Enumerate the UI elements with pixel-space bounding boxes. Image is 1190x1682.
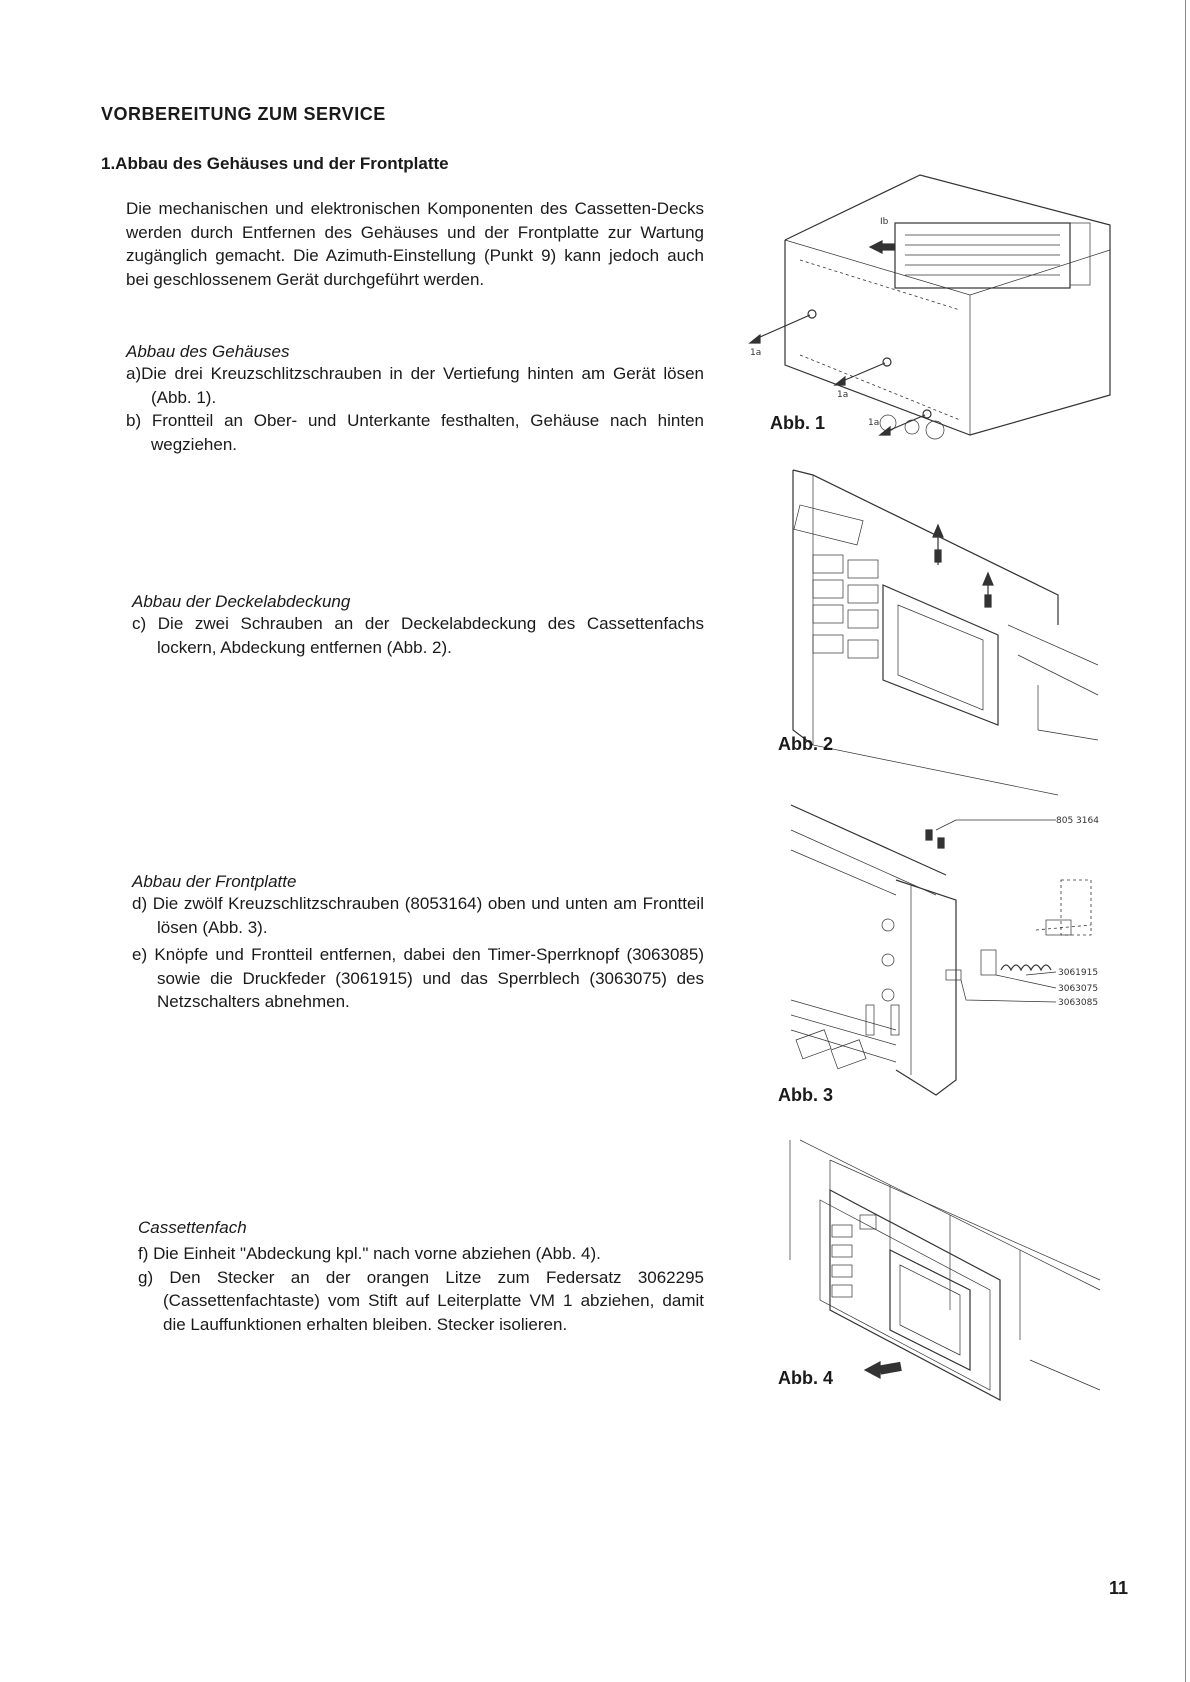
figure-abb2 (788, 465, 1098, 795)
section-frontplatte-title: Abbau der Frontplatte (132, 872, 297, 891)
list-item: f) Die Einheit "Abdeckung kpl." nach vorne abziehen (Abb. 4). (138, 1244, 601, 1263)
intro-paragraph: Die mechanischen und elektronischen Komponenten des Cassetten-Decks werden durch Entfernen des Gehäuses und der Frontplatte zur Wartung zugänglich gemacht. Die Azimuth-Einstellung (Punkt 9) kann jedoch auch bei geschlossenem Gerät durchgeführt werden. (126, 199, 704, 289)
part-number-label: 805 3164 (1056, 816, 1099, 826)
section-cassettenfach-title: Cassettenfach (138, 1218, 247, 1237)
screw-arrow-icon (750, 335, 760, 343)
arrow-icon (870, 241, 882, 253)
section-deckel-title: Abbau der Deckelabdeckung (132, 592, 351, 611)
figure-abb1 (740, 165, 1120, 435)
figure-caption-abb2: Abb. 2 (778, 734, 834, 754)
figure-caption-abb3: Abb. 3 (778, 1085, 834, 1105)
section-deckel (132, 592, 704, 659)
figure-abb3 (786, 800, 1116, 1100)
scan-edge-line (1185, 0, 1186, 1682)
arrow-up-icon (933, 525, 943, 537)
figure-caption-abb4: Abb. 4 (778, 1368, 834, 1388)
part-number-label: 3063085 (1058, 998, 1099, 1008)
arrow-up-icon (983, 573, 993, 585)
section-title: 1.Abbau des Gehäuses und der Frontplatte (101, 154, 449, 173)
page-heading: VORBEREITUNG ZUM SERVICE (101, 104, 386, 124)
list-item: d) Die zwölf Kreuzschlitzschrauben (8053164) oben und unten am Frontteil lösen (Abb. 3). (132, 894, 704, 937)
figure-abb4 (790, 1130, 1110, 1420)
part-number-label: 3063075 (1058, 984, 1099, 994)
arrow-icon (865, 1362, 880, 1378)
page-number: 11 (1108, 1578, 1128, 1598)
screw-arrow-icon (835, 377, 845, 385)
section-frontplatte (132, 872, 704, 1014)
figure-label: 1a (750, 348, 762, 358)
section-cassettenfach (138, 1218, 704, 1336)
list-item: c) Die zwei Schrauben an der Deckelabdeckung des Cassettenfachs lockern, Abdeckung entfernen (Abb. 2). (132, 614, 704, 657)
list-item: a)Die drei Kreuzschlitzschrauben in der Vertiefung hinten am Gerät lösen (Abb. 1). (126, 364, 704, 407)
list-item: e) Knöpfe und Frontteil entfernen, dabei den Timer-Sperrknopf (3063085) sowie die Druckfeder (3061915) und das Sperrblech (3063075) des Netzschalters abnehmen. (132, 945, 704, 1011)
section-gehaeuse-title: Abbau des Gehäuses (126, 342, 290, 361)
figure-caption-abb1: Abb. 1 (770, 413, 826, 433)
list-item: g) Den Stecker an der orangen Litze zum Federsatz 3062295 (Cassettenfachtaste) vom Stift auf Leiterplatte VM 1 abziehen, damit die Lauffunktionen erhalten bleiben. Stecker isolieren. (138, 1267, 704, 1334)
figure-label: Ib (880, 217, 889, 227)
list-item: b) Frontteil an Ober- und Unterkante festhalten, Gehäuse nach hinten wegziehen. (126, 411, 704, 454)
part-number-label: 3061915 (1058, 968, 1099, 978)
figure-label: 1a (868, 418, 880, 428)
figure-label: 1a (837, 390, 849, 400)
section-gehaeuse (126, 342, 704, 456)
